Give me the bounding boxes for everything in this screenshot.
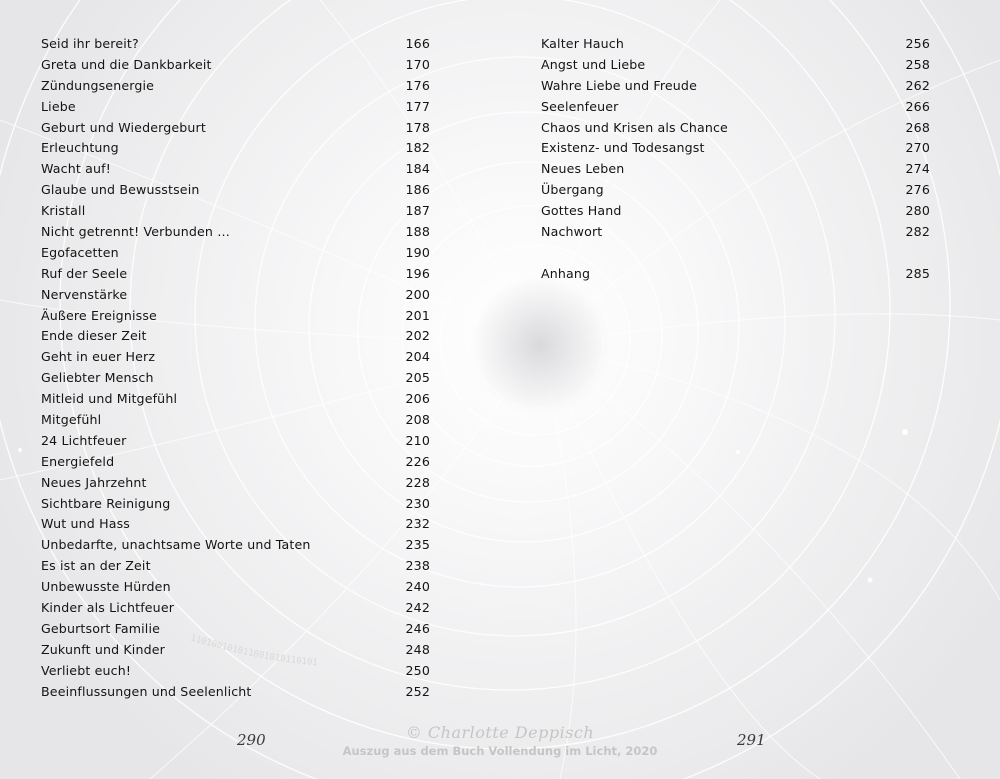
toc-entry bbox=[541, 76, 930, 97]
toc-entry-title: Existenz- und Todesangst bbox=[541, 140, 705, 156]
toc-entry-page: 258 bbox=[905, 56, 930, 72]
toc-entry-title: Geht in euer Herz bbox=[41, 349, 156, 365]
toc-entry bbox=[541, 201, 930, 222]
copyright-watermark: © Charlotte Deppisch bbox=[405, 723, 595, 742]
toc-entry-page: 177 bbox=[405, 98, 430, 114]
toc-entry bbox=[41, 347, 430, 368]
toc-entry-page: 170 bbox=[405, 56, 430, 72]
toc-entry-page: 230 bbox=[405, 495, 430, 511]
toc-entry-appendix bbox=[541, 264, 930, 285]
toc-entry-title: Zukunft und Kinder bbox=[41, 641, 165, 657]
toc-entry bbox=[41, 410, 430, 431]
toc-entry-page: 184 bbox=[405, 161, 430, 177]
toc-entry-title: Neues Leben bbox=[541, 161, 625, 177]
toc-entry-page: 196 bbox=[405, 265, 430, 281]
toc-entry-page: 250 bbox=[405, 662, 430, 678]
toc-entry-title: Seelenfeuer bbox=[541, 98, 619, 114]
toc-entry bbox=[41, 76, 430, 97]
toc-entry bbox=[541, 97, 930, 118]
toc-entry bbox=[41, 368, 430, 389]
toc-entry-page: 285 bbox=[905, 265, 930, 281]
toc-entry bbox=[41, 285, 430, 306]
toc-entry-title: Geburtsort Familie bbox=[41, 620, 161, 636]
toc-entry-title: Unbewusste Hürden bbox=[41, 579, 171, 595]
toc-entry bbox=[41, 243, 430, 264]
toc-entry-page: 238 bbox=[405, 558, 430, 574]
toc-entry-page: 232 bbox=[405, 516, 430, 532]
toc-entry-title: Kinder als Lichtfeuer bbox=[41, 600, 175, 616]
toc-entry-title: Chaos und Krisen als Chance bbox=[541, 119, 728, 135]
toc-entry-page: 274 bbox=[905, 161, 930, 177]
toc-entry-page: 190 bbox=[405, 244, 430, 260]
toc-entry bbox=[541, 34, 930, 55]
toc-entry-title: Anhang bbox=[541, 265, 591, 281]
toc-entry-page: 182 bbox=[405, 140, 430, 156]
toc-entry-title: 24 Lichtfeuer bbox=[41, 432, 127, 448]
toc-entry bbox=[41, 535, 430, 556]
toc-entry-title: Nervenstärke bbox=[41, 286, 128, 302]
toc-entry bbox=[41, 159, 430, 180]
toc-entry-title: Es ist an der Zeit bbox=[41, 558, 151, 574]
toc-entry-title: Neues Jahrzehnt bbox=[41, 474, 147, 490]
toc-entry-page: 201 bbox=[405, 307, 430, 323]
toc-entry bbox=[541, 180, 930, 201]
toc-entry-title: Mitleid und Mitgefühl bbox=[41, 391, 178, 407]
page-number-right: 291 bbox=[737, 731, 766, 749]
toc-entry-page: 226 bbox=[405, 453, 430, 469]
toc-entry-title: Glaube und Bewusstsein bbox=[41, 182, 200, 198]
toc-entry-page: 176 bbox=[405, 77, 430, 93]
toc-entry-page: 188 bbox=[405, 224, 430, 240]
toc-entry-title: Greta und die Dankbarkeit bbox=[41, 56, 212, 72]
toc-entry-title: Seid ihr bereit? bbox=[41, 36, 139, 51]
toc-entry-title: Nicht getrennt! Verbunden … bbox=[41, 224, 230, 240]
toc-entry-title: Erleuchtung bbox=[41, 140, 119, 156]
toc-entry bbox=[41, 431, 430, 452]
toc-entry-page: 248 bbox=[405, 641, 430, 657]
toc-entry bbox=[41, 222, 430, 243]
toc-entry-title: Beeinflussungen und Seelenlicht bbox=[41, 683, 252, 699]
toc-entry bbox=[41, 452, 430, 473]
toc-entry-title: Geburt und Wiedergeburt bbox=[41, 119, 206, 135]
toc-entry bbox=[541, 55, 930, 76]
toc-entry bbox=[541, 159, 930, 180]
toc-entry-title: Liebe bbox=[41, 98, 76, 114]
excerpt-notice: Auszug aus dem Buch Vollendung im Licht, 2020 bbox=[342, 744, 658, 758]
toc-entry-page: 206 bbox=[405, 391, 430, 407]
toc-entry-page: 276 bbox=[905, 182, 930, 198]
toc-entry bbox=[41, 389, 430, 410]
toc-entry-title: Ende dieser Zeit bbox=[41, 328, 147, 344]
toc-entry-page: 186 bbox=[405, 182, 430, 198]
toc-entry bbox=[41, 55, 430, 76]
toc-entry bbox=[41, 661, 430, 682]
toc-entry bbox=[41, 138, 430, 159]
toc-entry-page: 282 bbox=[905, 224, 930, 240]
toc-entry-title: Egofacetten bbox=[41, 244, 119, 260]
toc-entry bbox=[41, 473, 430, 494]
toc-entry bbox=[41, 306, 430, 327]
toc-entry bbox=[41, 180, 430, 201]
toc-entry bbox=[41, 264, 430, 285]
toc-entry bbox=[541, 138, 930, 159]
toc-entry bbox=[41, 326, 430, 347]
toc-entry-title: Übergang bbox=[541, 182, 604, 198]
toc-entry-page: 208 bbox=[405, 412, 430, 428]
toc-entry-title: Ruf der Seele bbox=[41, 265, 128, 281]
toc-entry-page: 200 bbox=[405, 286, 430, 302]
toc-entry-title: Geliebter Mensch bbox=[41, 370, 154, 386]
toc-entry-title: Gottes Hand bbox=[541, 203, 622, 219]
toc-entry bbox=[41, 201, 430, 222]
toc-left-column bbox=[41, 34, 430, 703]
binary-digits-decoration: 110100101011001010110101 bbox=[189, 633, 319, 669]
toc-entry-page: 205 bbox=[405, 370, 430, 386]
toc-entry-title: Verliebt euch! bbox=[41, 662, 132, 678]
toc-entry-title: Kalter Hauch bbox=[541, 36, 624, 51]
toc-entry bbox=[41, 97, 430, 118]
toc-entry bbox=[41, 494, 430, 515]
toc-entry-page: 240 bbox=[405, 579, 430, 595]
toc-entry-title: Unbedarfte, unachtsame Worte und Taten bbox=[41, 537, 311, 553]
toc-entry bbox=[541, 222, 930, 243]
toc-entry-page: 268 bbox=[905, 119, 930, 135]
toc-right-column bbox=[541, 34, 930, 285]
toc-entry-page: 242 bbox=[405, 600, 430, 616]
toc-entry-page: 266 bbox=[905, 98, 930, 114]
toc-entry bbox=[41, 556, 430, 577]
toc-entry bbox=[41, 598, 430, 619]
toc-entry bbox=[41, 682, 430, 703]
toc-entry bbox=[41, 640, 430, 661]
toc-entry-page: 187 bbox=[405, 203, 430, 219]
toc-entry bbox=[41, 619, 430, 640]
toc-entry-page: 256 bbox=[905, 36, 930, 51]
toc-entry bbox=[41, 514, 430, 535]
toc-entry-page: 202 bbox=[405, 328, 430, 344]
toc-entry-page: 270 bbox=[905, 140, 930, 156]
toc-entry-title: Wahre Liebe und Freude bbox=[541, 77, 697, 93]
toc-entry-page: 235 bbox=[405, 537, 430, 553]
toc-entry-title: Nachwort bbox=[541, 224, 603, 240]
toc-entry-title: Energiefeld bbox=[41, 453, 115, 469]
toc-entry-title: Kristall bbox=[41, 203, 86, 219]
toc-entry-page: 210 bbox=[405, 432, 430, 448]
toc-entry-title: Äußere Ereignisse bbox=[41, 307, 157, 323]
watermark-footer bbox=[0, 722, 1000, 759]
page-number-left: 290 bbox=[237, 731, 266, 749]
toc-entry-page: 166 bbox=[405, 36, 430, 51]
toc-entry-title: Wacht auf! bbox=[41, 161, 111, 177]
toc-entry bbox=[41, 577, 430, 598]
toc-entry-page: 228 bbox=[405, 474, 430, 490]
toc-entry-page: 252 bbox=[405, 683, 430, 699]
toc-entry-page: 204 bbox=[405, 349, 430, 365]
toc-entry-page: 246 bbox=[405, 620, 430, 636]
toc-entry-page: 280 bbox=[905, 203, 930, 219]
toc-entry bbox=[41, 118, 430, 139]
toc-entry-page: 262 bbox=[905, 77, 930, 93]
toc-entry-page: 178 bbox=[405, 119, 430, 135]
toc-entry-title: Mitgefühl bbox=[41, 412, 102, 428]
toc-entry-title: Zündungsenergie bbox=[41, 77, 155, 93]
toc-entry-title: Sichtbare Reinigung bbox=[41, 495, 171, 511]
toc-entry bbox=[41, 34, 430, 55]
toc-entry-title: Angst und Liebe bbox=[541, 56, 646, 72]
toc-entry bbox=[541, 118, 930, 139]
toc-entry-title: Wut und Hass bbox=[41, 516, 130, 532]
